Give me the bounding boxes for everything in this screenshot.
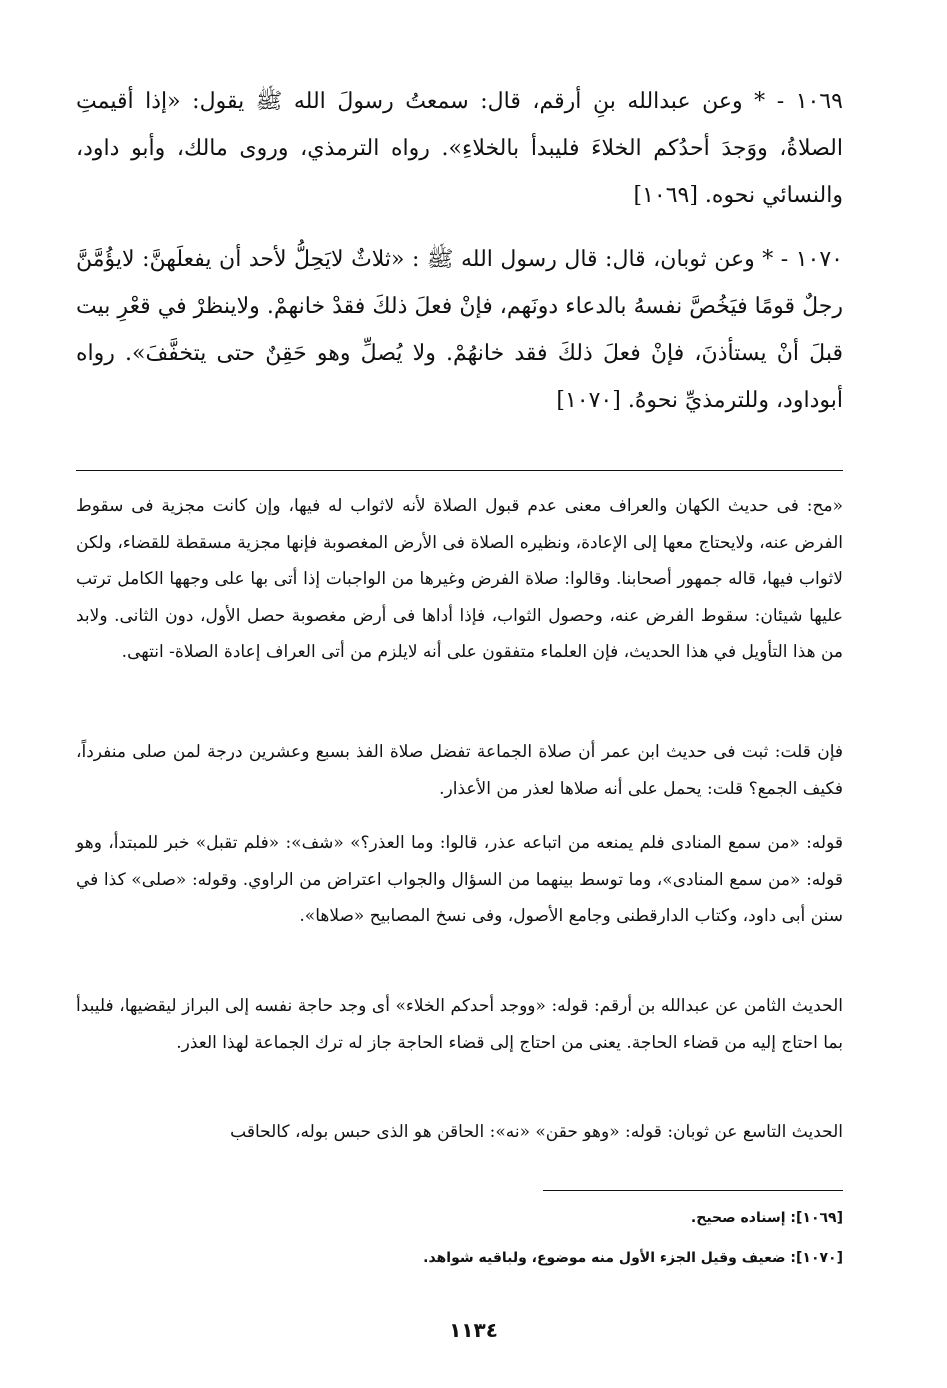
commentary-paragraph-3: قوله: «من سمع المنادى فلم يمنعه من اتباعه عذر، قالوا: وما العذر؟» «شف»: «فلم تقبل» خبر للمبتدأ، وهو قوله: «من سمع المنادى»، وما توسط بينهما من السؤال والجواب اعتراض من الراوي. وقوله: «صلى» كذا في سنن أبى داود، وكتاب الدارقطنى وجامع الأصول، وفى نسخ المصابيح «صلاها».	[76, 833, 843, 926]
commentary-paragraph-2: فإن قلت: ثبت فى حديث ابن عمر أن صلاة الجماعة تفضل صلاة الفذ بسبع وعشرين درجة لمن صلى منفرداً، فكيف الجمع؟ قلت: يحمل على أنه صلاها لعذر من الأعذار.	[76, 742, 843, 799]
footnote-divider	[543, 1190, 843, 1191]
footnote-1069: [١٠٦٩]: إسناده صحيح.	[690, 1210, 843, 1226]
hadith-1070: ١٠٧٠ - * وعن ثوبان، قال: قال رسول الله ﷺ : «ثلاثٌ لايَحِلُّ لأحد أن يفعلَهنَّ: لايؤُمَّنَّ رجلٌ قومًا فيَخُصَّ نفسهُ بالدعاء دونَهم، فإنْ فعلَ ذلكَ فقدْ خانهمْ. ولاينظرْ في قعْرِ بيت قبلَ أنْ يستأذنَ، فإنْ فعلَ ذلكَ فقد خانهُمْ. ولا يُصلِّ وهو حَقِنٌ حتى يتخفَّفَ». رواه أبوداود، وللترمذيِّ نحوهُ. [١٠٧٠]	[76, 247, 843, 413]
hadith-1069: ١٠٦٩ - * وعن عبدالله بنِ أرقم، قال: سمعتُ رسولَ الله ﷺ يقول: «إذا أقيمتِ الصلاةُ، ووَجدَ أحدُكم الخلاءَ فليبدأ بالخلاءِ». رواه الترمذي، وروى مالك، وأبو داود، والنسائي نحوه. [١٠٦٩]	[76, 89, 843, 208]
commentary-paragraph-5: الحديث التاسع عن ثوبان: قوله: «وهو حقن» «نه»: الحاقن هو الذى حبس بوله، كالحاقب	[230, 1122, 843, 1142]
main-divider	[76, 470, 843, 471]
footnote-1070: [١٠٧٠]: ضعيف وقيل الجزء الأول منه موضوع، ولباقيه شواهد.	[423, 1250, 843, 1266]
page-number: ١١٣٤	[449, 1318, 498, 1342]
commentary-paragraph-4: الحديث الثامن عن عبدالله بن أرقم: قوله: «ووجد أحدكم الخلاء» أى وجد حاجة نفسه إلى البراز ليقضيها، فليبدأ بما احتاج إليه من قضاء الحاجة. يعنى من احتاج إلى قضاء الحاجة جاز له ترك الجماعة لهذا العذر.	[76, 996, 843, 1053]
commentary-paragraph-1: «مح: فى حديث الكهان والعراف معنى عدم قبول الصلاة لأنه لاثواب له فيها، وإن كانت مجزية فى سقوط الفرض عنه، ولايحتاج معها إلى الإعادة، ونظيره الصلاة فى الأرض المغصوبة فإنها مجزية مسقطة للقضاء، ولكن لاثواب فيها، قاله جمهور أصحابنا. وقالوا: صلاة الفرض وغيرها من الواجبات إذا أتى بها على وجهها الكامل ترتب عليها شيئان: سقوط الفرض عنه، وحصول الثواب، فإذا أداها فى أرض مغصوبة حصل الأول، دون الثانى. ولابد من هذا التأويل في هذا الحديث، فإن العلماء متفقون على أنه لايلزم من أتى العراف إعادة الصلاة- انتهى.	[76, 496, 843, 662]
